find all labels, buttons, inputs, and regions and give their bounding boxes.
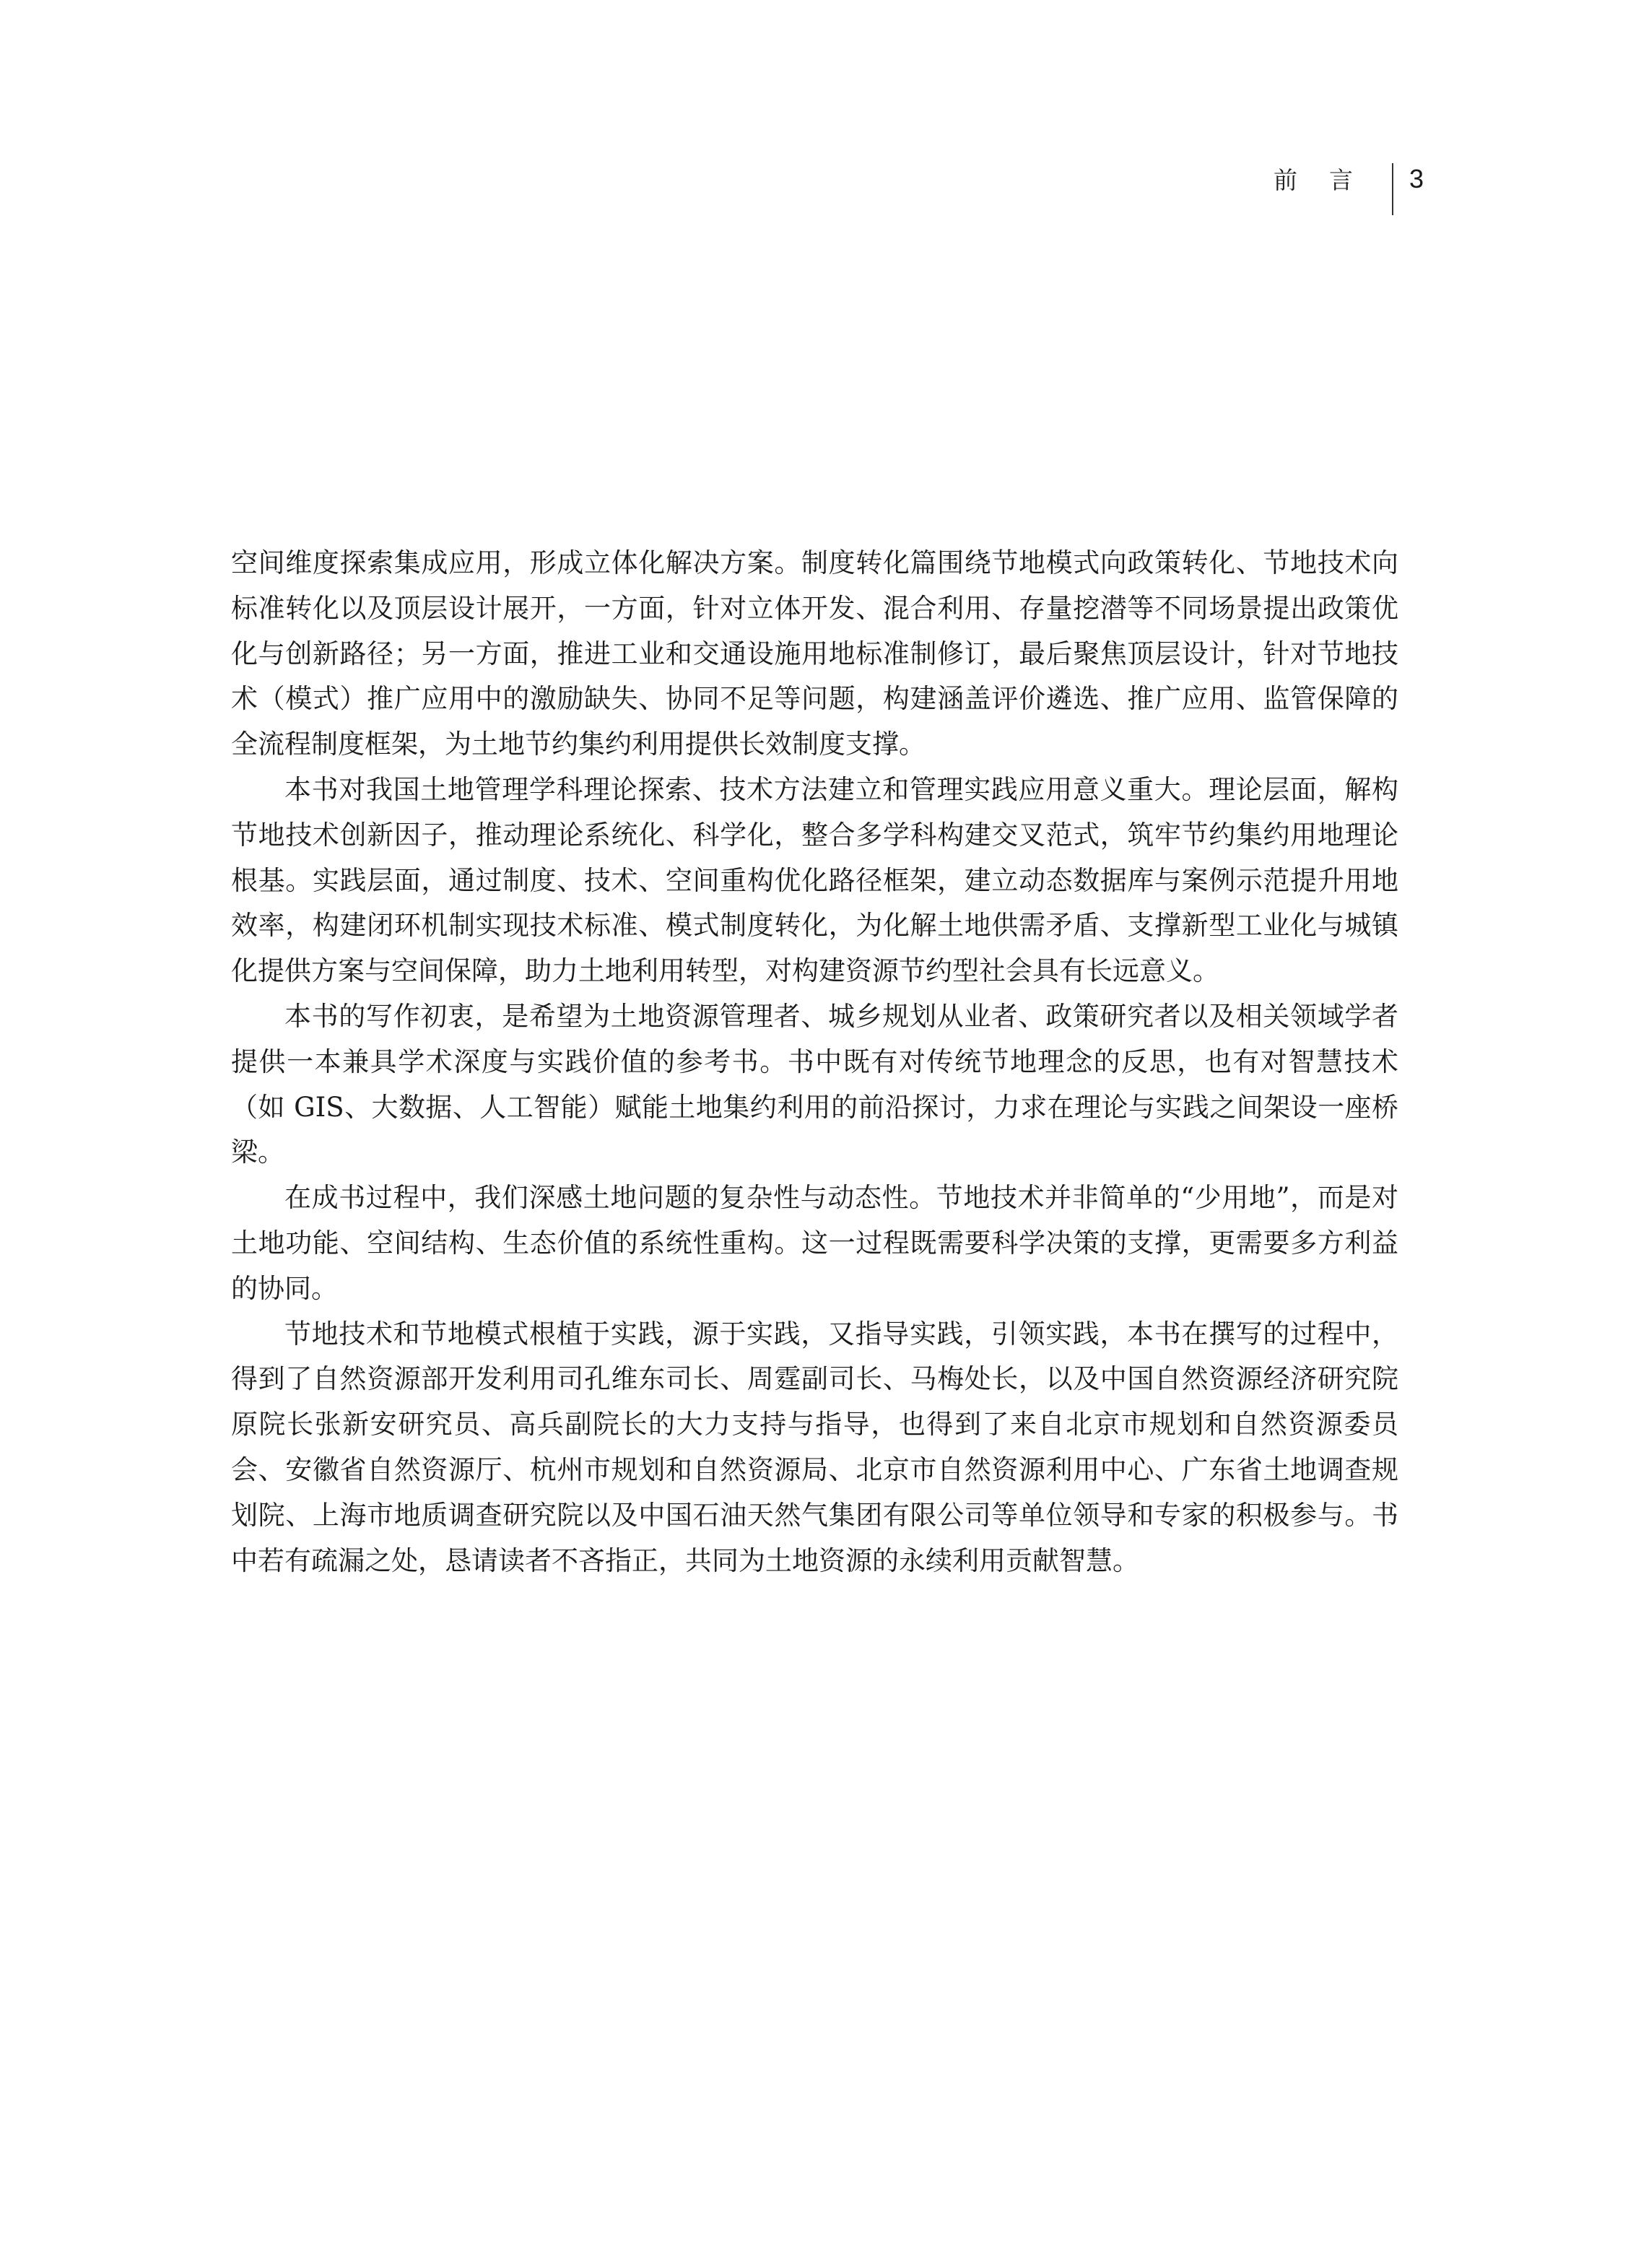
- paragraph: 本书对我国土地管理学科理论探索、技术方法建立和管理实践应用意义重大。理论层面，解构节地技术创新因子，推动理论系统化、科学化，整合多学科构建交叉范式，筑牢节约集约用地理论根基。实践层面，通过制度、技术、空间重构优化路径框架，建立动态数据库与案例示范提升用地效率，构建闭环机制实现技术标准、模式制度转化，为化解土地供需矛盾、支撑新型工业化与城镇化提供方案与空间保障，助力土地利用转型，对构建资源节约型社会具有长远意义。: [231, 773, 1398, 987]
- paragraph: 空间维度探索集成应用，形成立体化解决方案。制度转化篇围绕节地模式向政策转化、节地技术向标准转化以及顶层设计展开，一方面，针对立体开发、混合利用、存量挖潜等不同场景提出政策优化与创新路径；另一方面，推进工业和交通设施用地标准制修订，最后聚焦顶层设计，针对节地技术（模式）推广应用中的激励缺失、协同不足等问题，构建涵盖评价遴选、推广应用、监管保障的全流程制度框架，为土地节约集约利用提供长效制度支撑。: [231, 547, 1398, 760]
- paragraph: 节地技术和节地模式根植于实践，源于实践，又指导实践，引领实践，本书在撰写的过程中，得到了自然资源部开发利用司孔维东司长、周霆副司长、马梅处长，以及中国自然资源经济研究院原院长张新安研究员、高兵副院长的大力支持与指导，也得到了来自北京市规划和自然资源委员会、安徽省自然资源厅、杭州市规划和自然资源局、北京市自然资源利用中心、广东省土地调查规划院、上海市地质调查研究院以及中国石油天然气集团有限公司等单位领导和专家的积极参与。书中若有疏漏之处，恳请读者不吝指正，共同为土地资源的永续利用贡献智慧。: [231, 1318, 1398, 1576]
- running-title: 前言: [1273, 166, 1385, 194]
- body-text: [231, 541, 1398, 1583]
- page-number: 3: [1409, 164, 1424, 194]
- header-divider: [1392, 163, 1393, 215]
- paragraph: 本书的写作初衷，是希望为土地资源管理者、城乡规划从业者、政策研究者以及相关领域学者提供一本兼具学术深度与实践价值的参考书。书中既有对传统节地理念的反思，也有对智慧技术（如 GIS、大数据、人工智能）赋能土地集约利用的前沿探讨，力求在理论与实践之间架设一座桥梁。: [231, 1000, 1398, 1168]
- paragraph: 在成书过程中，我们深感土地问题的复杂性与动态性。节地技术并非简单的“少用地”，而是对土地功能、空间结构、生态价值的系统性重构。这一过程既需要科学决策的支撑，更需要多方利益的协同。: [231, 1182, 1398, 1304]
- running-head: [1274, 163, 1424, 215]
